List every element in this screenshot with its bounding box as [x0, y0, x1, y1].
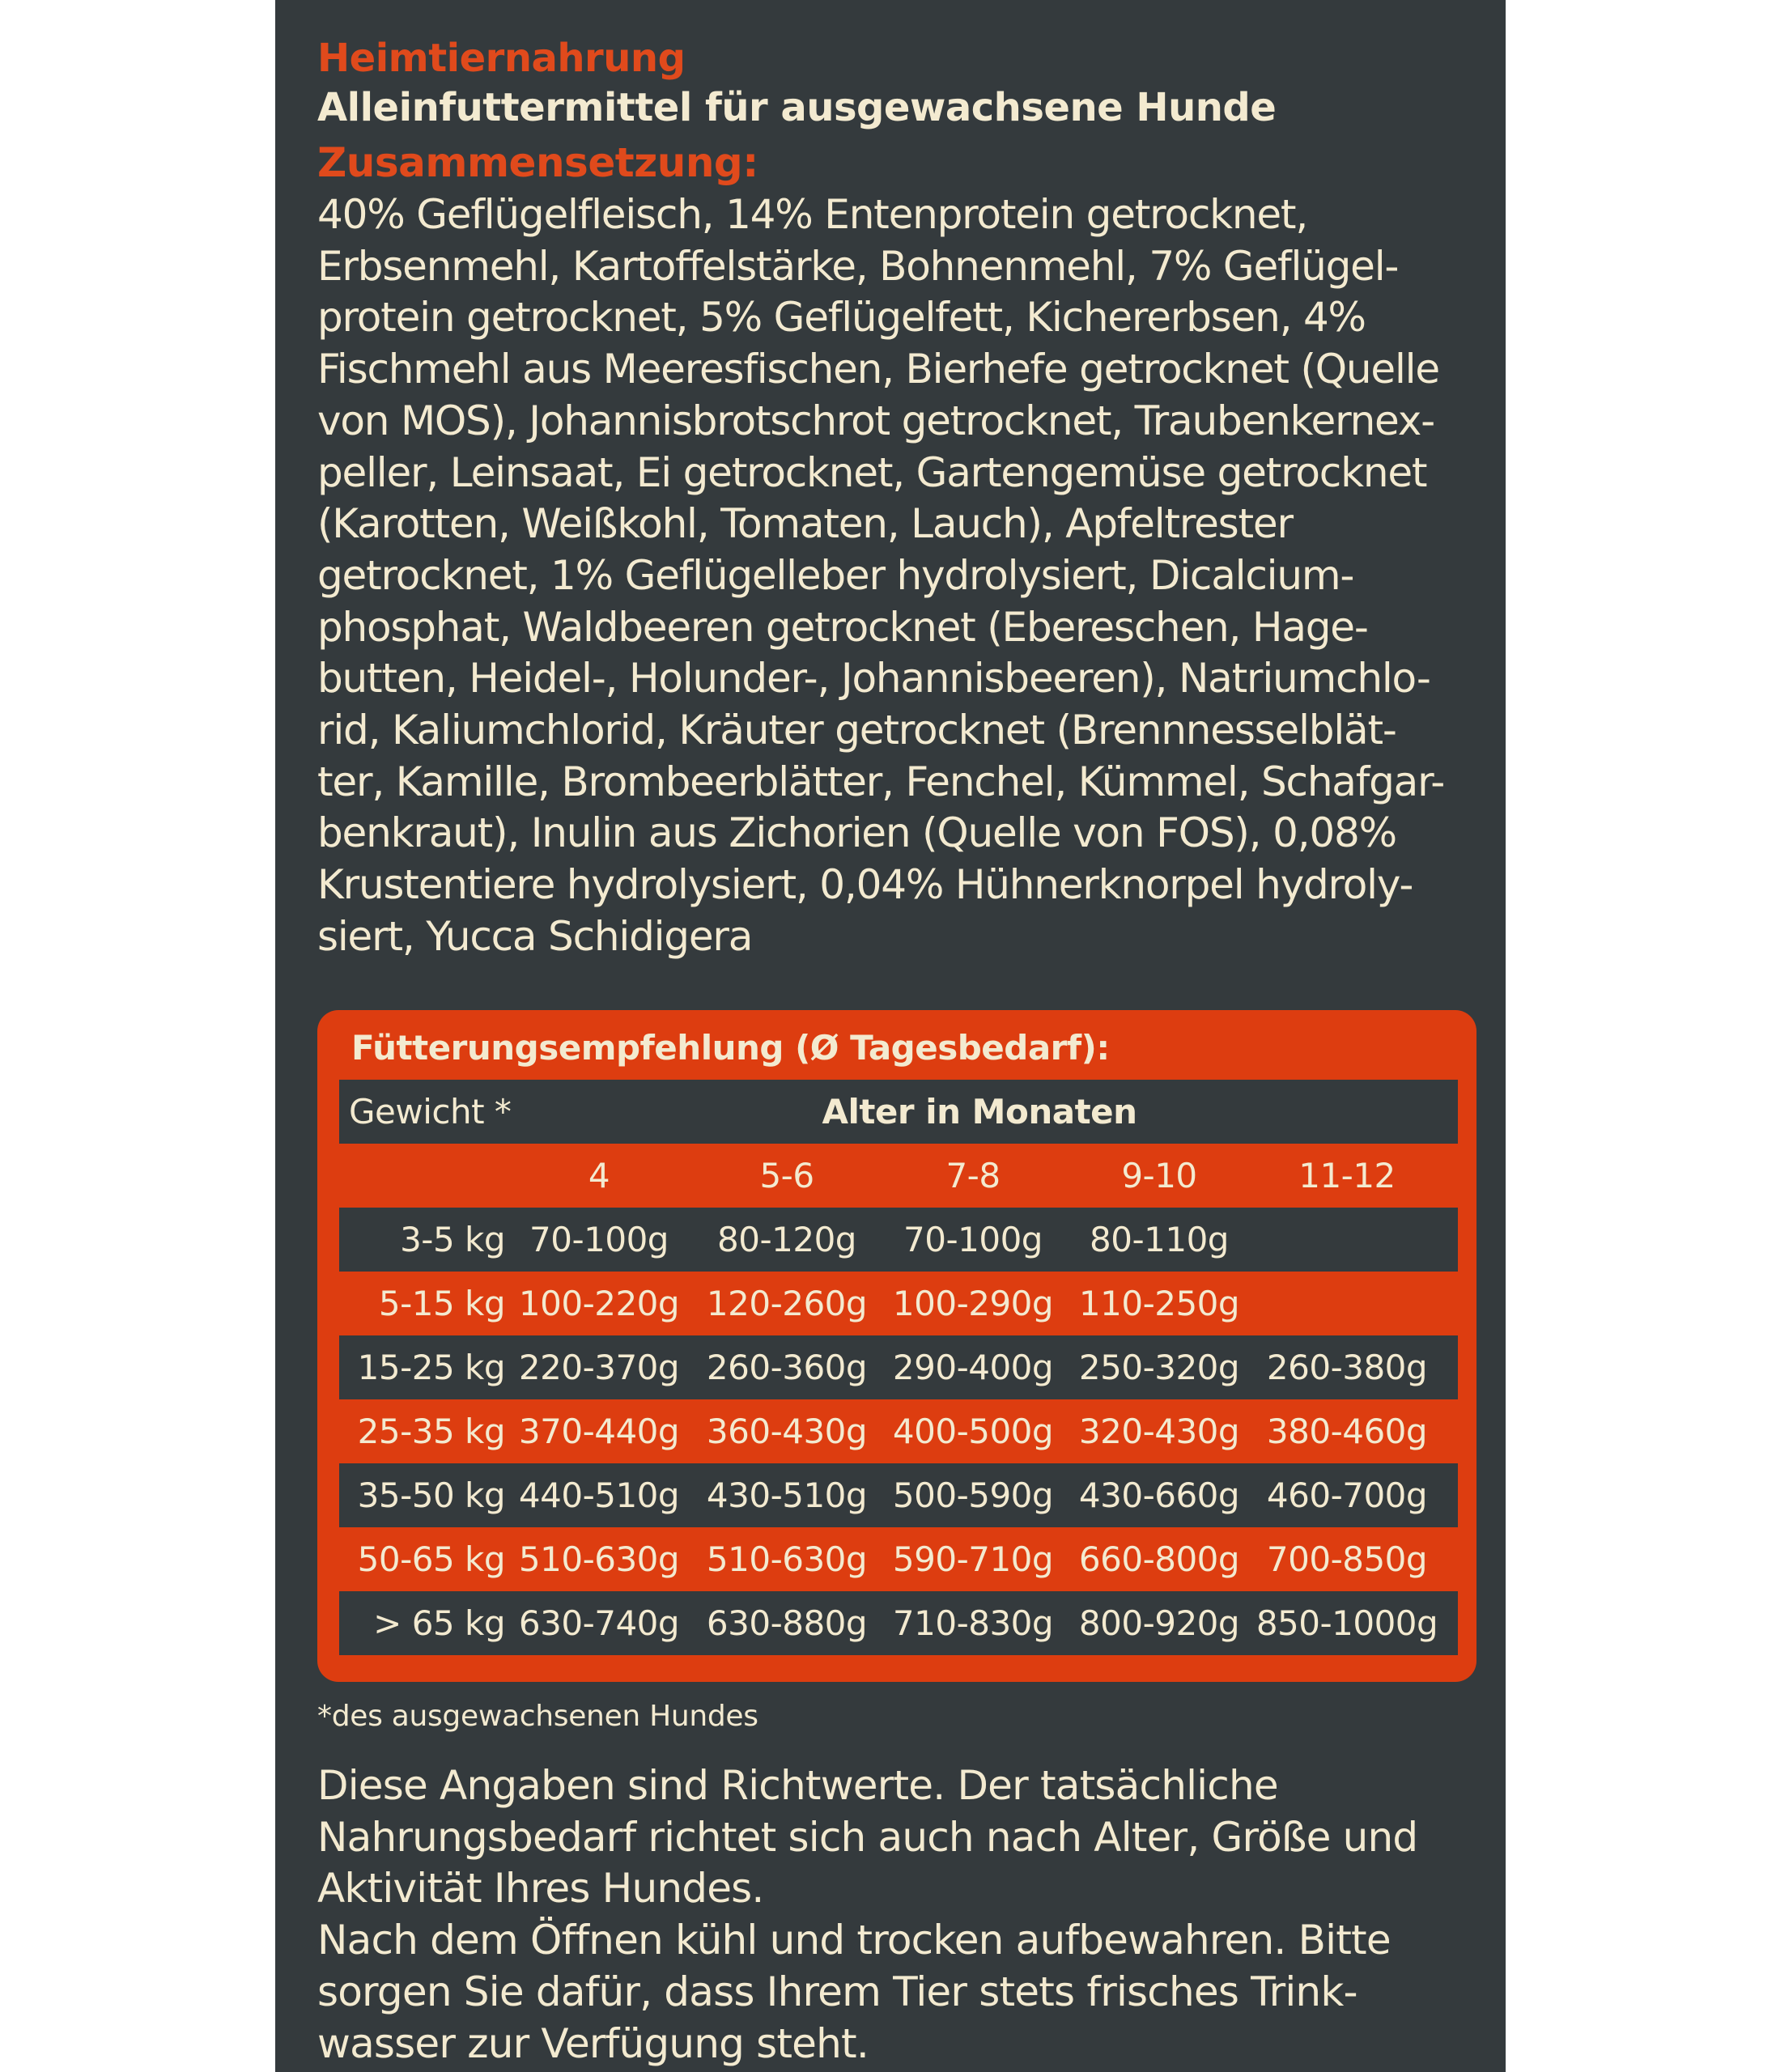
weight-cell: 15-25 kg: [357, 1348, 505, 1387]
amount-cell: [1253, 1272, 1441, 1335]
info-line: sorgen Sie dafür, dass Ihrem Tier stets frisches Trink-: [317, 1968, 1357, 2015]
amount-cell: 710-830g: [892, 1603, 1054, 1643]
composition-heading: Zusammensetzung:: [317, 139, 758, 186]
weight-cell: 5-15 kg: [378, 1284, 505, 1323]
amount-cell: 100-290g: [892, 1284, 1054, 1323]
amount-cell: 660-800g: [1078, 1539, 1240, 1579]
table-footnote: *des ausgewachsenen Hundes: [317, 1700, 758, 1733]
amount-cell: 510-630g: [706, 1539, 868, 1579]
weight-cell: 25-35 kg: [357, 1412, 505, 1451]
table-row: [339, 1527, 1458, 1591]
age-column-label: 4: [588, 1156, 610, 1195]
composition-text: [317, 189, 1475, 963]
age-column-label: 5-6: [759, 1156, 814, 1195]
composition-line: (Karotten, Weißkohl, Tomaten, Lauch), Apfeltrester: [317, 500, 1293, 548]
amount-cell: 70-100g: [903, 1220, 1043, 1259]
amount-cell: 430-660g: [1078, 1475, 1240, 1515]
amount-cell: 80-110g: [1090, 1220, 1229, 1259]
amount-cell: 80-120g: [717, 1220, 856, 1259]
table-row: [339, 1399, 1458, 1463]
amount-cell: 110-250g: [1078, 1284, 1240, 1323]
composition-line: Erbsenmehl, Kartoffelstärke, Bohnenmehl, 7% Geflügel-: [317, 242, 1399, 290]
feeding-recommendation-box: [317, 1010, 1476, 1682]
table-row: [339, 1335, 1458, 1399]
composition-line: protein getrocknet, 5% Geflügelfett, Kichererbsen, 4%: [317, 294, 1366, 342]
amount-cell: 260-360g: [706, 1348, 868, 1387]
composition-line: rid, Kaliumchlorid, Kräuter getrocknet (Brennnesselblät-: [317, 707, 1396, 754]
amount-cell: 320-430g: [1078, 1412, 1240, 1451]
amount-cell: 630-880g: [706, 1603, 868, 1643]
amount-cell: 400-500g: [892, 1412, 1054, 1451]
category-heading: Heimtiernahrung: [317, 36, 686, 81]
amount-cell: 70-100g: [529, 1220, 669, 1259]
info-text-block: [317, 1760, 1475, 2070]
weight-cell: 3-5 kg: [400, 1220, 505, 1259]
amount-cell: 220-370g: [518, 1348, 680, 1387]
composition-line: von MOS), Johannisbrotschrot getrocknet, Traubenkernex-: [317, 397, 1434, 444]
composition-line: Krustentiere hydrolysiert, 0,04% Hühnerknorpel hydroly-: [317, 861, 1413, 909]
composition-line: ter, Kamille, Brombeerblätter, Fenchel, Kümmel, Schafgar-: [317, 758, 1445, 805]
amount-cell: 700-850g: [1266, 1539, 1428, 1579]
info-line: wasser zur Verfügung steht.: [317, 2019, 869, 2067]
amount-cell: 370-440g: [518, 1412, 680, 1451]
age-header: Alter in Monaten: [822, 1092, 1137, 1132]
amount-cell: 120-260g: [706, 1284, 868, 1323]
info-line: Nahrungsbedarf richtet sich auch nach Alter, Größe und: [317, 1813, 1418, 1861]
amount-cell: 430-510g: [706, 1475, 868, 1515]
composition-line: benkraut), Inulin aus Zichorien (Quelle von FOS), 0,08%: [317, 809, 1396, 857]
composition-line: getrocknet, 1% Geflügelleber hydrolysiert, Dicalcium-: [317, 551, 1354, 599]
weight-cell: 50-65 kg: [357, 1539, 505, 1579]
amount-cell: 590-710g: [892, 1539, 1054, 1579]
amount-cell: 250-320g: [1078, 1348, 1240, 1387]
age-column-label: 11-12: [1298, 1156, 1396, 1195]
amount-cell: 440-510g: [518, 1475, 680, 1515]
amount-cell: 630-740g: [518, 1603, 680, 1643]
product-label-panel: [275, 0, 1506, 2072]
amount-cell: 100-220g: [518, 1284, 680, 1323]
weight-cell: 35-50 kg: [357, 1475, 505, 1515]
info-line: Aktivität Ihres Hundes.: [317, 1865, 764, 1913]
composition-line: peller, Leinsaat, Ei getrocknet, Gartengemüse getrocknet: [317, 448, 1427, 496]
amount-cell: 360-430g: [706, 1412, 868, 1451]
age-columns-row: [339, 1144, 1458, 1208]
amount-cell: 850-1000g: [1256, 1603, 1438, 1643]
amount-cell: 800-920g: [1078, 1603, 1240, 1643]
amount-cell: 500-590g: [892, 1475, 1054, 1515]
composition-line: Fischmehl aus Meeresfischen, Bierhefe getrocknet (Quelle: [317, 346, 1439, 393]
weight-header: Gewicht *: [349, 1092, 512, 1132]
composition-line: siert, Yucca Schidigera: [317, 912, 753, 960]
amount-cell: [1253, 1208, 1441, 1272]
table-row: [339, 1463, 1458, 1527]
weight-cell: > 65 kg: [373, 1603, 505, 1643]
info-line: Nach dem Öffnen kühl und trocken aufbewahren. Bitte: [317, 1917, 1391, 1964]
product-subtitle: Alleinfuttermittel für ausgewachsene Hunde: [317, 85, 1277, 130]
table-row: [339, 1591, 1458, 1655]
feeding-title: Fütterungsempfehlung (Ø Tagesbedarf):: [351, 1028, 1110, 1068]
amount-cell: 460-700g: [1266, 1475, 1428, 1515]
amount-cell: 290-400g: [892, 1348, 1054, 1387]
info-line: Diese Angaben sind Richtwerte. Der tatsächliche: [317, 1762, 1278, 1809]
label-text-block: [317, 34, 1475, 963]
composition-line: 40% Geflügelfleisch, 14% Entenprotein getrocknet,: [317, 191, 1308, 238]
amount-cell: 510-630g: [518, 1539, 680, 1579]
table-row: [339, 1208, 1458, 1272]
composition-line: phosphat, Waldbeeren getrocknet (Ebereschen, Hage-: [317, 603, 1368, 651]
table-header-row: [339, 1080, 1458, 1144]
amount-cell: 380-460g: [1266, 1412, 1428, 1451]
composition-line: butten, Heidel-, Holunder-, Johannisbeeren), Natriumchlo-: [317, 655, 1430, 703]
table-row: [339, 1272, 1458, 1335]
age-column-label: 7-8: [945, 1156, 1001, 1195]
age-column-label: 9-10: [1121, 1156, 1197, 1195]
amount-cell: 260-380g: [1266, 1348, 1428, 1387]
